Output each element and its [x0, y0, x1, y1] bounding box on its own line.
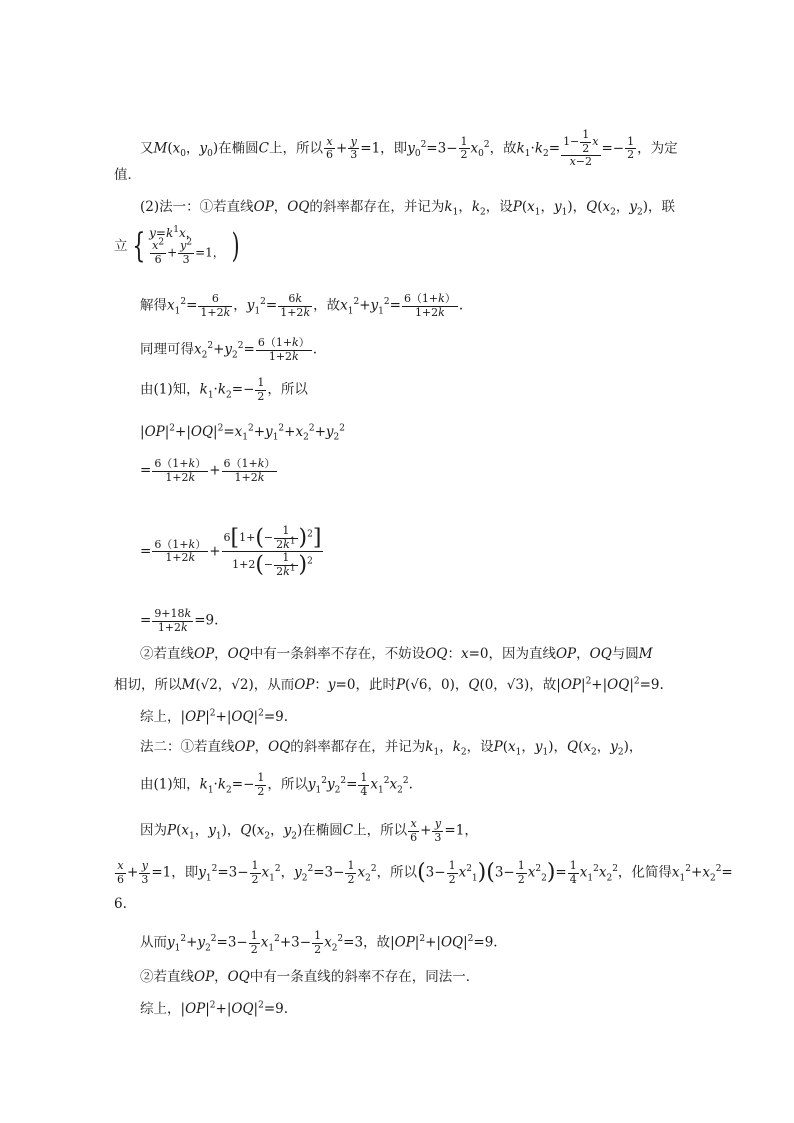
text-run: 中有一条斜率不存在，不妨设: [249, 646, 426, 662]
line-9: = $\frac{6(1+k)}{1+2k}$ + $\frac{6(1+k)}{1+2k}$: [140, 457, 276, 484]
text-run: 因为: [140, 822, 167, 839]
text-run: 上，所以: [353, 822, 408, 839]
line-8: $|OP|^2+|OQ|^2=x_1^2+y_1^2+x_2^2+y_2^2$: [140, 423, 345, 443]
text-run: (2)法一：①若直线: [140, 199, 254, 215]
text-run: ，联: [648, 199, 676, 215]
text-run: 从而: [140, 934, 167, 951]
text-run: ，从而: [253, 677, 295, 693]
text-run: 又: [140, 140, 154, 157]
text-run: 立: [114, 238, 128, 255]
line-1: 又$M(x_0$，$y_0$)在椭圆C上，所以 $\frac{x}{6}$ + $\frac{y}{3}$ =1，即$y_0^2=3-$ $\frac{1}{2}$ $x_0^2$，故$k_1\cdot k_2=$ 1− $\frac{1}{2}$ x x−2 =− $\frac{1}{2}$ ，为定: [140, 128, 678, 169]
text-run: 综上，: [140, 709, 181, 725]
line-2: [114, 166, 141, 184]
text-run: ，故: [489, 140, 517, 157]
text-run: 的斜率都存在，并记为: [309, 199, 445, 215]
fraction: $\frac{1}{2}$: [627, 134, 635, 162]
line-21: ②若直线OP，OQ中有一条直线的斜率不存在，同法一．: [140, 969, 480, 985]
fraction: $\frac{x}{6}$: [325, 134, 333, 162]
line-18: $\frac{x}{6}$ + $\frac{y}{3}$ =1，即$y_1^2=3-$ $\frac{1}{2}$ $x_1^2$，$y_2^2=3-$ $\frac{1}{2}$ $x_2^2$，所以(3− $\frac{1}{2}$ $x^2_1)(3-$ $\frac{1}{2}$ $x^2_2)=$ $\frac{1}{4}$ $x_1^2x_2^2$，化简得$x_1^2+x_2^2=$: [117, 859, 733, 886]
text-run: ，所以: [376, 864, 418, 881]
text-run: ，因为直线: [488, 646, 556, 662]
text-run: ，所以: [267, 381, 308, 398]
text-run: ，设: [485, 199, 513, 215]
math-var: C: [258, 140, 269, 157]
line-4-system: 立 { $y=k^1x$， $\frac{x^2}{6}$ + $\frac{y^2}{3}$ =1， ): [114, 225, 240, 267]
text-run: 中有一条直线的斜率不存在，同法一．: [249, 969, 480, 985]
text-run: =1，即: [151, 864, 199, 881]
text-run: 法二：①若直线: [140, 739, 235, 755]
text-run: 解得: [140, 297, 167, 314]
text-run: ，为定: [637, 140, 678, 157]
line-15: 法二：①若直线OP，OQ的斜率都存在，并记为$k_1$，$k_2$，设$P(x_1$，$y_1$)，$Q(x_2$，$y_2$)，: [140, 739, 643, 758]
text-run: =1，即: [360, 140, 408, 157]
line-20: 从而$y_1^2+y_2^2=3-$ $\frac{1}{2}$ $x_1^2+3-$ $\frac{1}{2}$ $x_2^2=3$，故$|OP|^2+|OQ|^2=9$.: [140, 929, 498, 956]
text-run: =3−: [426, 140, 458, 157]
text-run: ②若直线: [140, 969, 194, 985]
text-run: 上，所以: [268, 140, 323, 157]
text-run: 与圆: [611, 646, 639, 662]
line-5: 解得$x_1^2=$ $\frac{6}{1+2k}$ ，$y_1^2=$ $\frac{6k}{1+2k}$ ，故$x_1^2+y_1^2=$ $\frac{6(1+k)}{1+2k}$ .: [140, 292, 464, 319]
text-run: ，化简得: [617, 864, 672, 881]
text-run: ，故: [529, 677, 557, 693]
line-22: 综上，$|OP|^2+|OQ|^2=9$.: [140, 1000, 289, 1017]
line-10: = $\frac{6(1+k)}{1+2k}$ + 6[1+(− $\frac{1}{2k^1}$ )$^2$] 1+2(− $\frac{1}{2k^1}$ )$^2$: [140, 524, 322, 578]
text-run: ，所以: [267, 776, 308, 793]
text-run: 同理可得: [140, 341, 194, 358]
text-run: ，故: [313, 297, 341, 314]
text-run: 在椭圆: [218, 140, 259, 157]
text-run: 相切，所以: [114, 677, 182, 693]
line-16: 由(1)知，$k_1\cdot k_2=-$ $\frac{1}{2}$ ，所以$y_1^2y_2^2=$ $\frac{1}{4}$ $x_1^2x_2^2$.: [140, 771, 413, 798]
text-run: 由(1)知，: [140, 776, 200, 793]
text-run: ，设: [466, 739, 494, 755]
text-run: 由(1)知，: [140, 381, 200, 398]
text-run: 综上，: [140, 1001, 181, 1017]
line-11: = $\frac{9+18k}{1+2k}$ =9.: [140, 607, 219, 634]
line-17: 因为$P(x_1$，$y_1$)，$Q(x_2$，$y_2$)在椭圆C上，所以 $\frac{x}{6}$ + $\frac{y}{3}$ =1，: [140, 817, 478, 844]
line-6: 同理可得$x_2^2+y_2^2=$ $\frac{6(1+k)}{1+2k}$ .: [140, 336, 318, 363]
text-run: ，此时: [355, 677, 396, 693]
line-14: 综上，$|OP|^2+|OQ|^2=9$.: [140, 708, 289, 725]
text-run: 值．: [114, 167, 141, 183]
text-run: 的斜率都存在，并记为: [290, 739, 426, 755]
line-3: (2)法一：①若直线OP，OQ的斜率都存在，并记为$k_1$，$k_2$，设$P(x_1$，$y_1$)，$Q(x_2$，$y_2$)，联: [140, 199, 676, 218]
fraction: $\frac{1}{2}$: [460, 134, 468, 162]
line-12: ②若直线OP，OQ中有一条斜率不存在，不妨设OQ：x=0，因为直线OP，OQ与圆M: [140, 646, 653, 662]
fraction: 1− $\frac{1}{2}$ x x−2: [563, 128, 599, 169]
text-run: ，故: [363, 934, 391, 951]
line-19: [114, 895, 127, 913]
text-run: 在椭圆: [302, 822, 343, 839]
math-var: M: [153, 140, 168, 157]
line-7: 由(1)知，$k_1\cdot k_2=-$ $\frac{1}{2}$ ，所以: [140, 376, 308, 403]
text-run: 6.: [114, 896, 127, 912]
line-13: 相切，所以M(√2，√2)，从而OP：y=0，此时P(√6，0)，Q(0，√3)，故$|OP|^2+|OQ|^2=9$.: [114, 676, 664, 693]
fraction: $\frac{y}{3}$: [350, 134, 358, 162]
text-run: ②若直线: [140, 646, 194, 662]
